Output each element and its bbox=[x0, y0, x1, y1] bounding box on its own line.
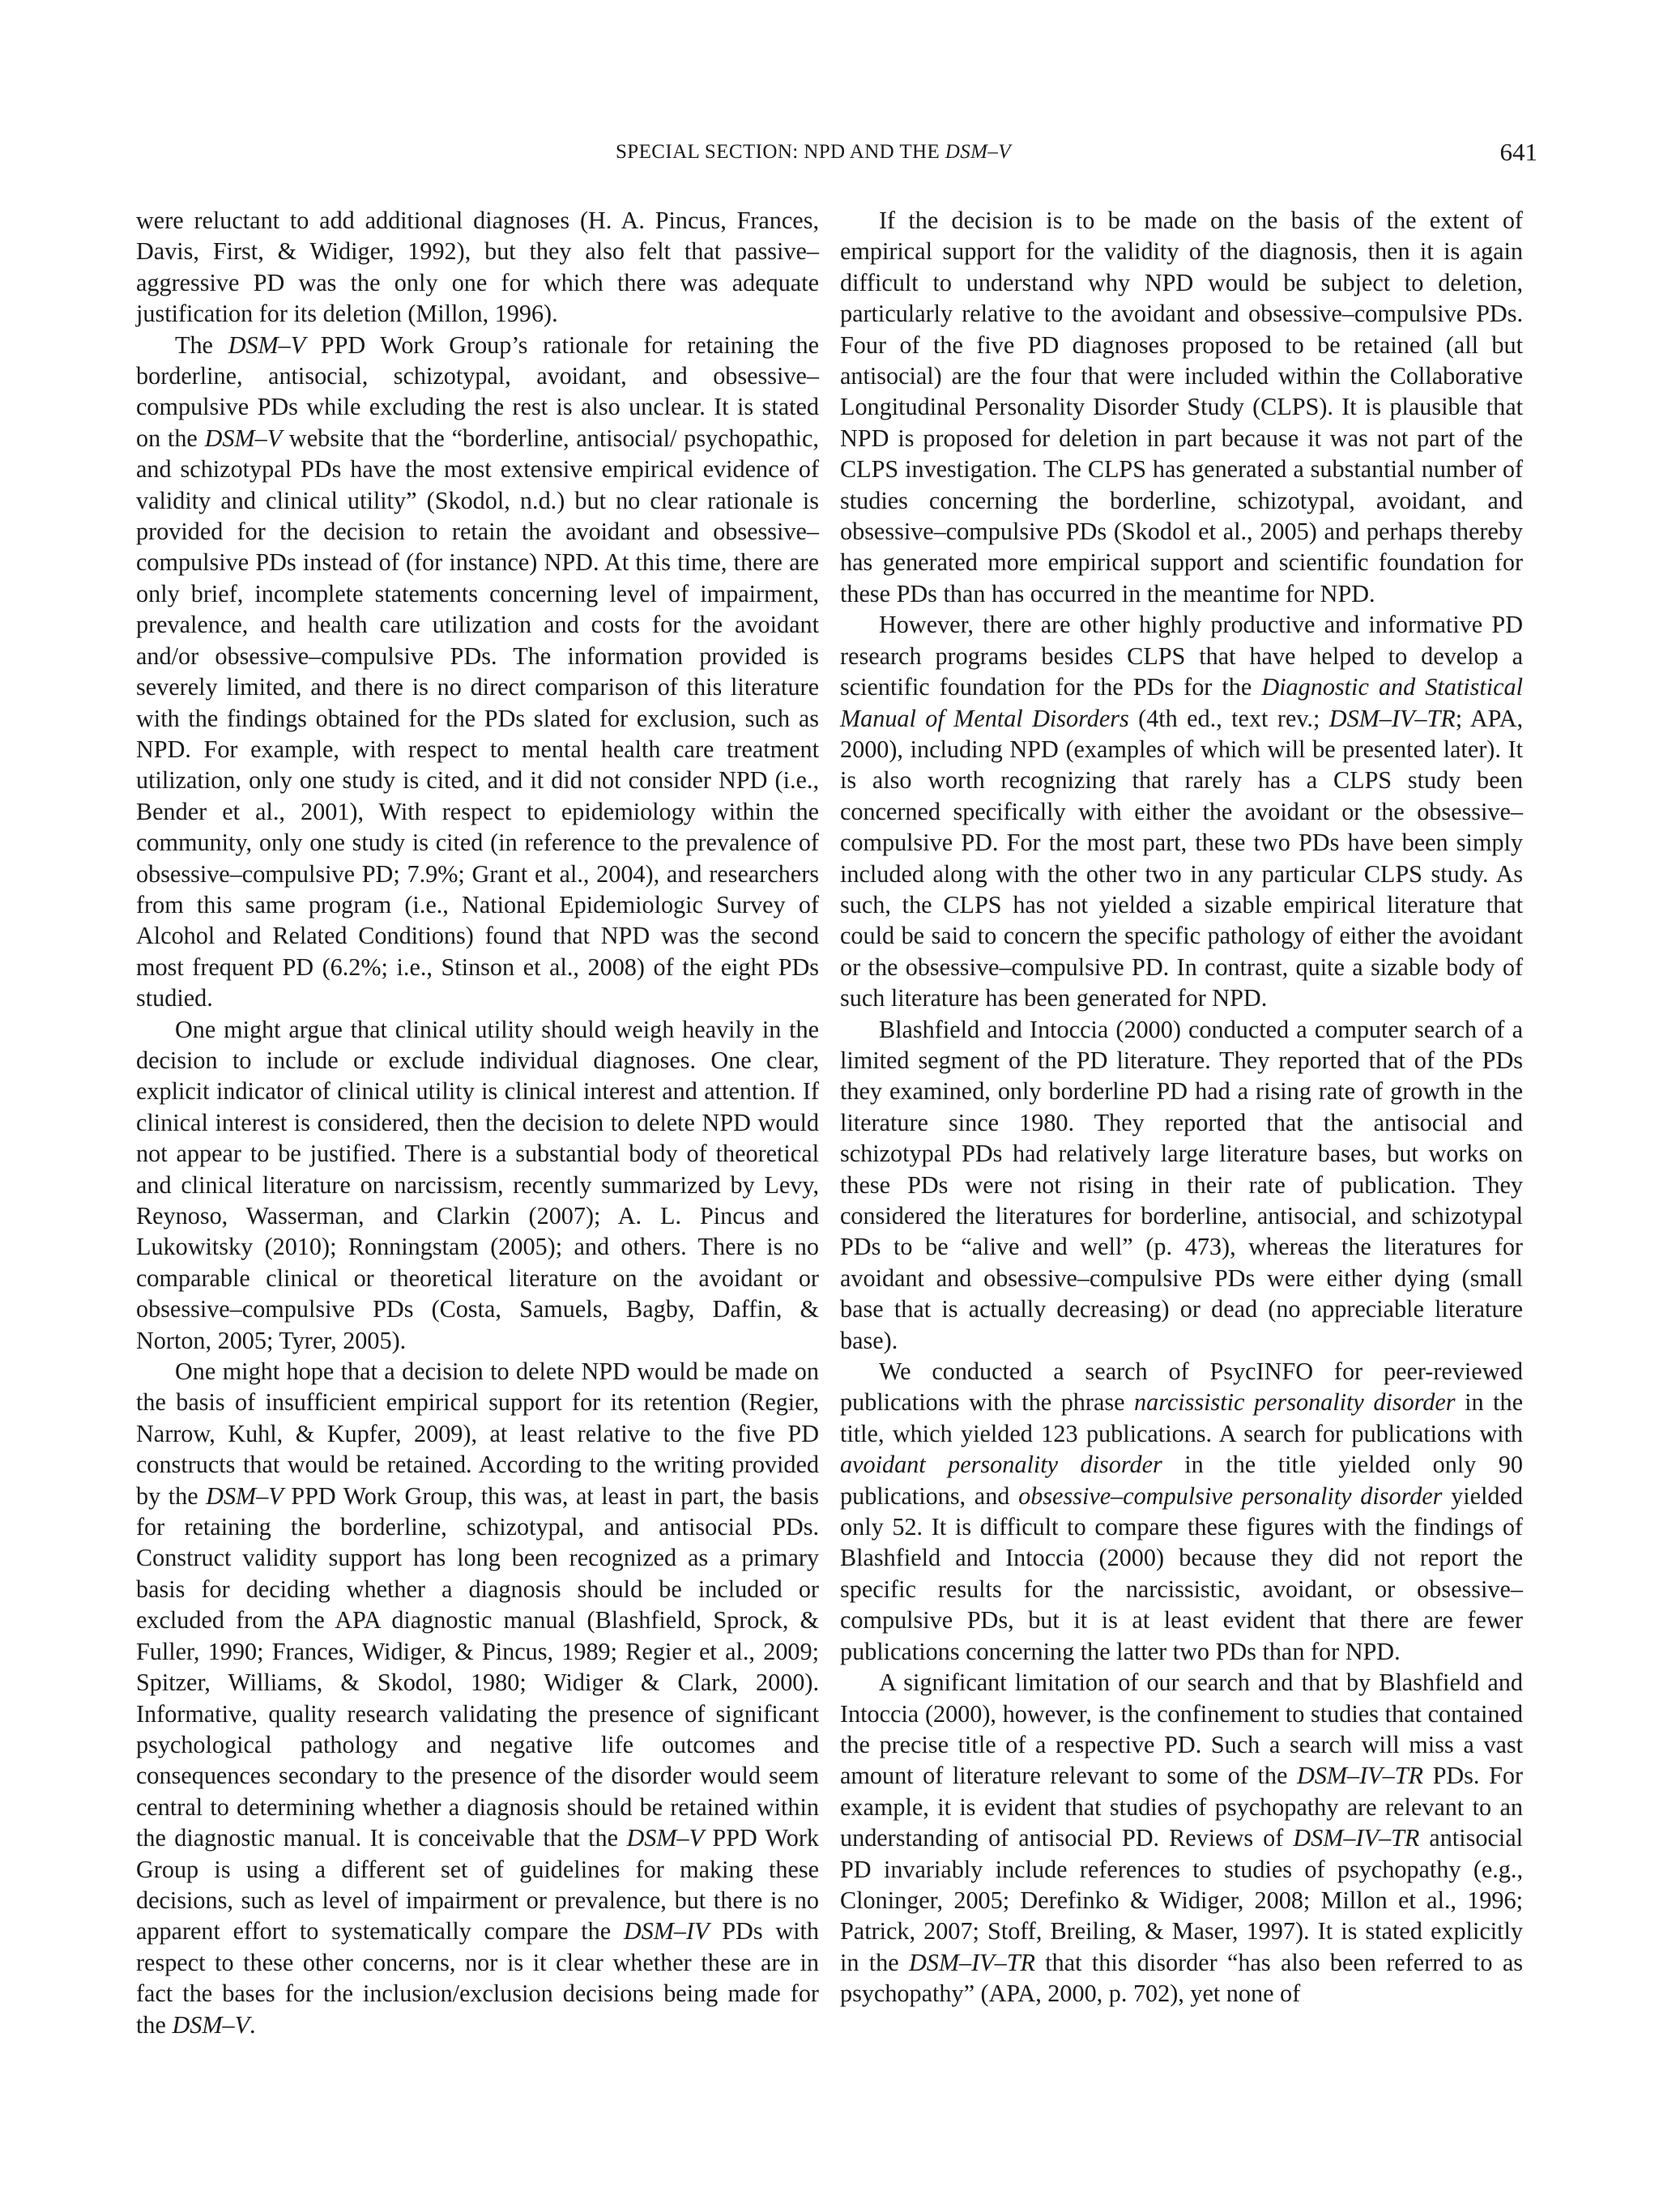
paragraph: were reluctant to add additional diagnoses (H. A. Pincus, Frances, Davis, First, & Widiger, 1992), but they also felt that passive–aggressive PD was the only one for which there was adequate justification for its deletion (Millon, 1996). bbox=[136, 207, 819, 328]
paragraph: One might hope that a decision to delete NPD would be made on the basis of insufficient empirical support for its retention (Regier, Narrow, Kuhl, & Kupfer, 2009), at least relative to the five PD constructs that would be retained. According to the writing provided by the DSM–V PPD Work Group, this was, at least in part, the basis for retaining the borderline, schizotypal, and antisocial PDs. Construct validity support has long been recognized as a primary basis for deciding whether a diagnosis should be included or excluded from the APA diagnostic manual (Blashfield, Sprock, & Fuller, 1990; Frances, Widiger, & Pincus, 1989; Regier et al., 2009; Spitzer, Williams, & Skodol, 1980; Widiger & Clark, 2000). Informative, quality research validating the presence of significant psychological pathology and negative life outcomes and consequences secondary to the presence of the disorder would seem central to determining whether a diagnosis should be retained within the diagnostic manual. It is conceivable that the DSM–V PPD Work Group is using a different set of guidelines for making these decisions, such as level of impairment or prevalence, but there is no apparent effort to systematically compare the DSM–IV PDs with respect to these other concerns, nor is it clear whether these are in fact the bases for the inclusion/exclusion decisions being made for the DSM–V. bbox=[136, 1357, 819, 2039]
paragraph: One might argue that clinical utility should weigh heavily in the decision to include or exclude individual diagnoses. One clear, explicit indicator of clinical utility is clinical interest and attention. If clinical interest is considered, then the decision to delete NPD would not appear to be justified. There is a substantial body of theoretical and clinical literature on narcissism, recently summarized by Levy, Reynoso, Wasserman, and Clarkin (2007); A. L. Pincus and Lukowitsky (2010); Ronningstam (2005); and others. There is no comparable clinical or theoretical literature on the avoidant or obsessive–compulsive PDs (Costa, Samuels, Bagby, Daffin, & Norton, 2005; Tyrer, 2005). bbox=[136, 1015, 819, 1354]
left-column bbox=[136, 205, 819, 2040]
paragraph: We conducted a search of PsycINFO for peer-reviewed publications with the phrase narcissistic personality disorder in the title, which yielded 123 publications. A search for publications with avoidant personality disorder in the title yielded only 90 publications, and obsessive–compulsive personality disorder yielded only 52. It is difficult to compare these figures with the findings of Blashfield and Intoccia (2000) because they did not report the specific results for the narcissistic, avoidant, or obsessive–compulsive PDs, but it is at least evident that there are fewer publications concerning the latter two PDs than for NPD. bbox=[840, 1357, 1523, 1665]
running-head bbox=[0, 138, 1659, 170]
paragraph: Blashfield and Intoccia (2000) conducted a computer search of a limited segment of the PD literature. They reported that of the PDs they examined, only borderline PD had a rising rate of growth in the literature since 1980. They reported that the antisocial and schizotypal PDs had relatively large literature bases, but works on these PDs were not rising in their rate of publication. They considered the literatures for borderline, antisocial, and schizotypal PDs to be “alive and well” (p. 473), whereas the literatures for avoidant and obsessive–compulsive PDs were either dying (small base that is actually decreasing) or dead (no appreciable literature base). bbox=[840, 1015, 1523, 1354]
page-number: 641 bbox=[1499, 138, 1537, 166]
paragraph: However, there are other highly productive and informative PD research programs besides CLPS that have helped to develop a scientific foundation for the PDs for the Diagnostic and Statistical Manual of Mental Disorders (4th ed., text rev.; DSM–IV–TR; APA, 2000), including NPD (examples of which will be presented later). It is also worth recognizing that rarely has a CLPS study been concerned specifically with either the avoidant or the obsessive–compulsive PD. For the most part, these two PDs have been simply included along with the other two in any particular CLPS study. As such, the CLPS has not yielded a sizable empirical literature that could be said to concern the specific pathology of either the avoidant or the obsessive–compulsive PD. In contrast, quite a sizable body of such literature has been generated for NPD. bbox=[840, 611, 1524, 1012]
paragraph: The DSM–V PPD Work Group’s rationale for retaining the borderline, antisocial, schizotypal, avoidant, and obsessive–compulsive PDs while excluding the rest is also unclear. It is stated on the DSM–V website that the “borderline, antisocial/ psychopathic, and schizotypal PDs have the most extensive empirical evidence of validity and clinical utility” (Skodol, n.d.) but no clear rationale is provided for the decision to retain the avoidant and obsessive–compulsive PDs instead of (for instance) NPD. At this time, there are only brief, incomplete statements concerning level of impairment, prevalence, and health care utilization and costs for the avoidant and/or obsessive–compulsive PDs. The information provided is severely limited, and there is no direct comparison of this literature with the findings obtained for the PDs slated for exclusion, such as NPD. For example, with respect to mental health care treatment utilization, only one study is cited, and it did not consider NPD (i.e., Bender et al., 2001), With respect to epidemiology within the community, only one study is cited (in reference to the prevalence of obsessive–compulsive PD; 7.9%; Grant et al., 2004), and researchers from this same program (i.e., National Epidemiologic Survey of Alcohol and Related Conditions) found that NPD was the second most frequent PD (6.2%; i.e., Stinson et al., 2008) of the eight PDs studied. bbox=[136, 330, 819, 1012]
running-title: SPECIAL SECTION: NPD AND THE DSM–V bbox=[616, 141, 1011, 163]
paragraph: If the decision is to be made on the basis of the extent of empirical support for the validity of the diagnosis, then it is again difficult to understand why NPD would be subject to deletion, particularly relative to the avoidant and obsessive–compulsive PDs. Four of the five PD diagnoses proposed to be retained (all but antisocial) are the four that were included within the Collaborative Longitudinal Personality Disorder Study (CLPS). It is plausible that NPD is proposed for deletion in part because it was not part of the CLPS investigation. The CLPS has generated a substantial number of studies concerning the borderline, schizotypal, avoidant, and obsessive–compulsive PDs (Skodol et al., 2005) and perhaps thereby has generated more empirical support and scientific foundation for these PDs than has occurred in the meantime for NPD. bbox=[840, 207, 1523, 607]
paragraph: A significant limitation of our search and that by Blashfield and Intoccia (2000), however, is the confinement to studies that contained the precise title of a respective PD. Such a search will miss a vast amount of literature relevant to some of the DSM–IV–TR PDs. For example, it is evident that studies of psychopathy are relevant to an understanding of antisocial PD. Reviews of DSM–IV–TR antisocial PD invariably include references to studies of psychopathy (e.g., Cloninger, 2005; Derefinko & Widiger, 2008; Millon et al., 1996; Patrick, 2007; Stoff, Breiling, & Maser, 1997). It is stated explicitly in the DSM–IV–TR that this disorder “has also been referred to as psychopathy” (APA, 2000, p. 702), yet none of bbox=[840, 1669, 1524, 2008]
right-column bbox=[840, 205, 1523, 2010]
